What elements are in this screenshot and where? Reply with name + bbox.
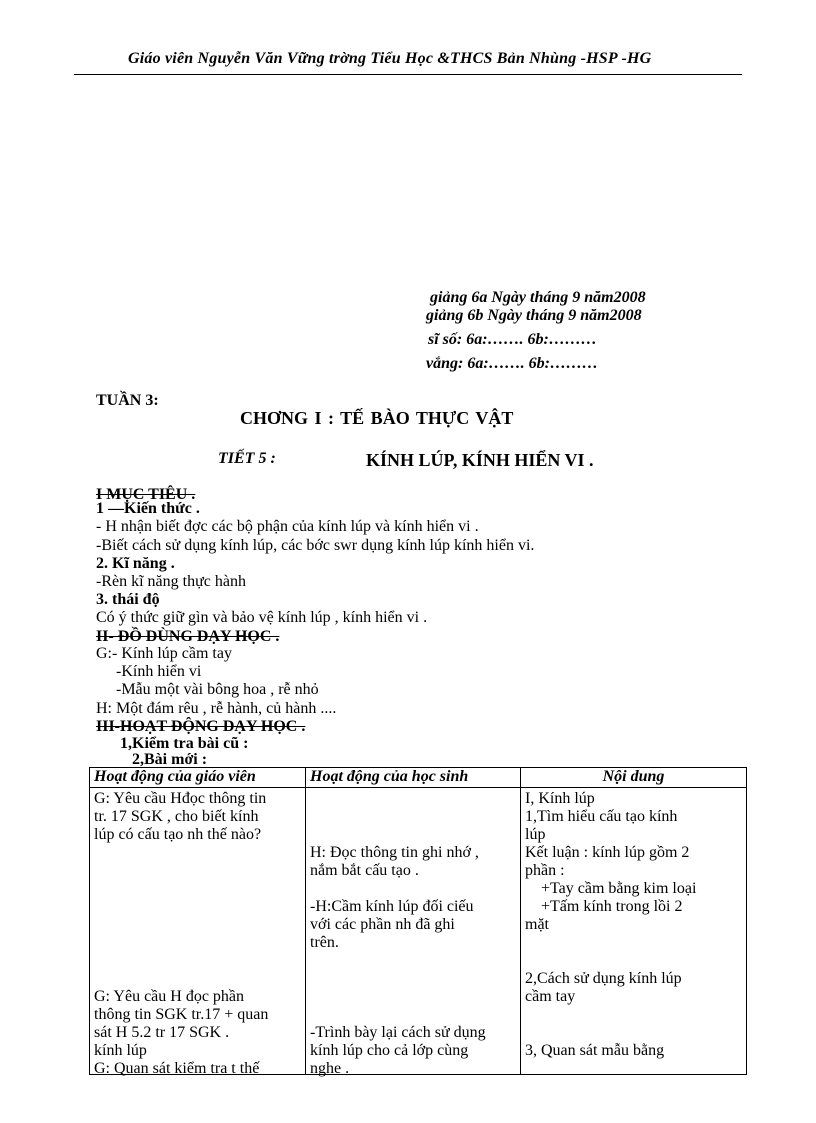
- content-line: I, Kính lúp: [525, 790, 595, 807]
- attitude-heading: 3. thái độ: [96, 591, 160, 608]
- knowledge-item: -Biết cách sử dụng kính lúp, các bớc swr dụng kính lúp kính hiển vi.: [96, 537, 535, 554]
- content-line: lúp: [525, 826, 546, 843]
- skills-heading: 2. Kĩ năng .: [96, 555, 175, 572]
- teacher-line: G: Yêu cầu H đọc phần: [94, 988, 245, 1005]
- content-line: phần :: [525, 862, 565, 879]
- col-teacher-header: Hoạt động của giáo viên: [90, 768, 306, 788]
- student-line: -Trình bày lại cách sử dụng: [310, 1024, 486, 1041]
- chapter-title: CHƠNG I : TẾ BÀO THỰC VẬT: [240, 408, 514, 428]
- student-line: nghe .: [310, 1060, 350, 1077]
- activities-heading: III-HOẠT ĐỘNG DẠY HỌC .: [96, 718, 306, 735]
- teacher-line: tr. 17 SGK , cho biết kính: [94, 808, 259, 825]
- content-line: 2,Cách sử dụng kính lúp: [525, 970, 682, 987]
- teacher-line: thông tin SGK tr.17 + quan: [94, 1006, 269, 1023]
- materials-item: G:- Kính lúp cầm tay: [96, 645, 232, 662]
- review-heading: 1,Kiểm tra bài cũ :: [120, 735, 249, 752]
- content-line: cầm tay: [525, 988, 576, 1005]
- teacher-cell: [90, 788, 306, 1075]
- header-divider: [74, 74, 742, 75]
- class-info-6b: giảng 6b Ngày tháng 9 năm2008: [426, 307, 642, 324]
- col-student-header: Hoạt động của học sinh: [306, 768, 521, 788]
- page-header: Giáo viên Nguyễn Văn Vững trờng Tiểu Học &THCS Bản Nhùng -HSP -HG: [128, 50, 652, 67]
- attendance-count: sĩ số: 6a:……. 6b:………: [428, 331, 597, 348]
- absence-count: vắng: 6a:……. 6b:………: [426, 355, 598, 372]
- week-label: TUẦN 3:: [96, 392, 159, 409]
- col-content-header: Nội dung: [521, 768, 747, 788]
- lesson-label: TIẾT 5 :: [218, 450, 276, 467]
- knowledge-item: - H nhận biết đợc các bộ phận của kính lúp và kính hiển vi .: [96, 518, 479, 535]
- lesson-title: KÍNH LÚP, KÍNH HIỂN VI .: [366, 450, 594, 470]
- materials-heading: II- ĐỒ DÙNG DẠY HỌC .: [96, 628, 280, 645]
- materials-item: H: Một đám rêu , rễ hành, củ hành ....: [96, 700, 337, 717]
- teacher-line: sát H 5.2 tr 17 SGK .: [94, 1024, 230, 1041]
- content-line: Kết luận : kính lúp gồm 2: [525, 844, 690, 861]
- materials-item: -Mẫu một vài bông hoa , rễ nhỏ: [116, 681, 319, 698]
- content-line: 3, Quan sát mẫu bằng: [525, 1042, 665, 1059]
- student-line: nắm bắt cấu tạo .: [310, 862, 419, 879]
- teacher-line: G: Quan sát kiểm tra t thế: [94, 1060, 260, 1077]
- content-line: +Tấm kính trong lồi 2: [541, 898, 683, 915]
- class-info-6a: giảng 6a Ngày tháng 9 năm2008: [430, 289, 646, 306]
- teacher-line: kính lúp: [94, 1042, 147, 1059]
- student-cell: [306, 788, 521, 1075]
- teacher-line: G: Yêu cầu Hđọc thông tin: [94, 790, 267, 807]
- table-row: [90, 788, 747, 1075]
- attitude-item: Có ý thức giữ gìn và bảo vệ kính lúp , kính hiển vi .: [96, 609, 428, 626]
- content-line: 1,Tìm hiểu cấu tạo kính: [525, 808, 678, 825]
- new-lesson-heading: 2,Bài mới :: [132, 751, 208, 768]
- objectives-heading: I MỤC TIÊU .: [96, 486, 196, 503]
- student-line: kính lúp cho cả lớp cùng: [310, 1042, 469, 1059]
- teacher-line: lúp có cấu tạo nh thế nào?: [94, 826, 262, 843]
- knowledge-heading: 1 —Kiến thức .: [96, 500, 200, 517]
- content-cell: [521, 788, 747, 1075]
- student-line: -H:Cầm kính lúp đối ciếu: [310, 898, 474, 915]
- skills-item: -Rèn kĩ năng thực hành: [96, 573, 246, 590]
- content-line: +Tay cầm bằng kim loại: [541, 880, 697, 897]
- table-header-row: [90, 768, 747, 788]
- content-line: mặt: [525, 916, 549, 933]
- student-line: H: Đọc thông tin ghi nhớ ,: [310, 844, 479, 861]
- materials-item: -Kính hiển vi: [116, 663, 202, 680]
- student-line: với các phần nh đã ghi: [310, 916, 455, 933]
- activities-table: [89, 767, 747, 1075]
- student-line: trên.: [310, 934, 339, 951]
